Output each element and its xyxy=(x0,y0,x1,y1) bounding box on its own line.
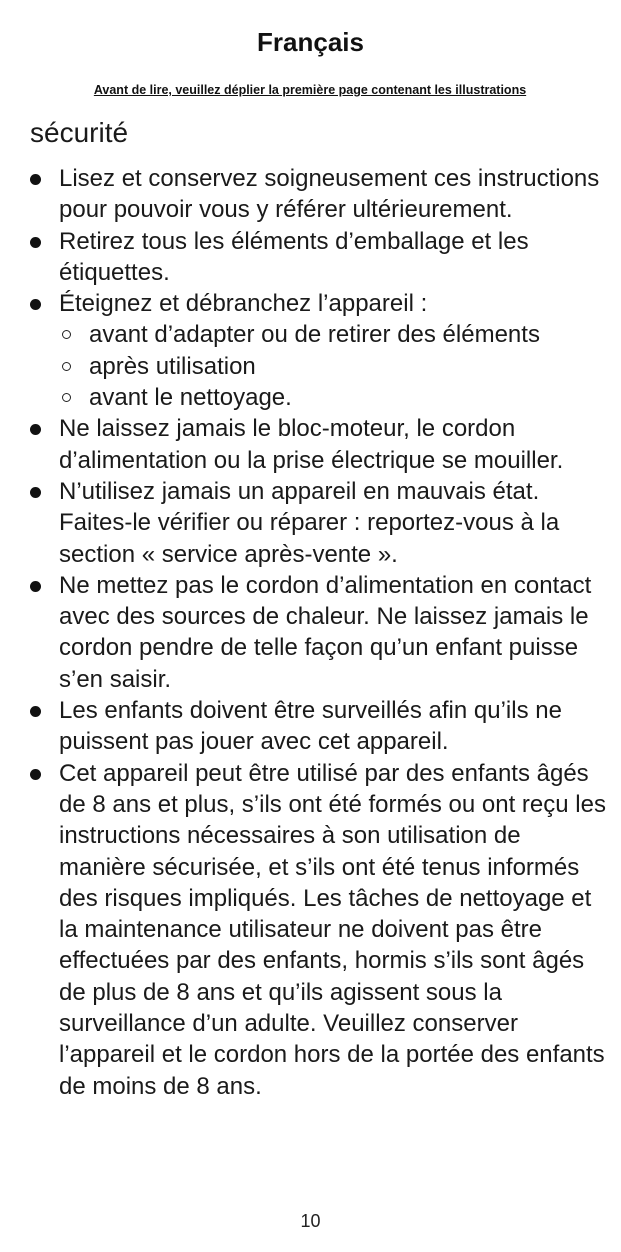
list-item-text: Ne mettez pas le cordon d’alimentation en contact avec des sources de chaleur. Ne laissez jamais le cordon pendre de telle façon qu’un enfant puisse s’en saisir. xyxy=(59,571,592,693)
list-item xyxy=(0,163,621,226)
list-item xyxy=(0,413,621,476)
safety-list xyxy=(0,163,621,1102)
list-item-text: Les enfants doivent être surveillés afin qu’ils ne puissent pas jouer avec cet appareil. xyxy=(59,697,562,756)
list-item-text: Cet appareil peut être utilisé par des enfants âgés de 8 ans et plus, s’ils ont été formés ou ont reçu les instructions nécessaires à son utilisation de manière sécurisée, et s’ils ont été tenus informés des risques impliqués. Les tâches de nettoyage et la maintenance utilisateur ne doivent pas être effectuées par des enfants, hormis s’ils sont âgés de plus de 8 ans et qu’ils agissent sous la surveillance d’un adulte. Veuillez conserver l’appareil et le cordon hors de la portée des enfants de moins de 8 ans. xyxy=(59,759,606,1100)
list-item-text: Ne laissez jamais le bloc-moteur, le cordon d’alimentation ou la prise électrique se mouiller. xyxy=(59,415,564,474)
list-item-text: Lisez et conservez soigneusement ces instructions pour pouvoir vous y référer ultérieurement. xyxy=(59,165,600,224)
list-item xyxy=(0,695,621,758)
sub-list-item-text: après utilisation xyxy=(89,352,256,380)
sub-list-item xyxy=(30,382,607,413)
section-title: sécurité xyxy=(30,117,129,148)
list-item xyxy=(0,226,621,289)
sub-list-item-text: avant le nettoyage. xyxy=(89,384,292,412)
sub-list xyxy=(59,319,607,413)
list-item-text: Retirez tous les éléments d’emballage et les étiquettes. xyxy=(59,227,529,286)
bullet-icon xyxy=(30,487,41,498)
hollow-bullet-icon xyxy=(62,330,71,339)
sub-list-item xyxy=(30,351,607,382)
sub-list-item xyxy=(30,319,607,350)
sub-list-item-text: avant d’adapter ou de retirer des éléments xyxy=(89,321,540,349)
bullet-icon xyxy=(30,299,41,310)
list-item-text: N’utilisez jamais un appareil en mauvais état. Faites-le vérifier ou réparer : reportez-vous à la section « service après-vente ». xyxy=(59,477,560,568)
bullet-icon xyxy=(30,174,41,185)
list-item xyxy=(0,288,621,413)
list-item xyxy=(0,476,621,570)
bullet-icon xyxy=(30,769,41,780)
list-item xyxy=(0,570,621,695)
hollow-bullet-icon xyxy=(62,362,71,371)
unfold-notice: Avant de lire, veuillez déplier la première page contenant les illustrations xyxy=(93,83,527,97)
bullet-icon xyxy=(30,706,41,717)
bullet-icon xyxy=(30,424,41,435)
language-title: Français xyxy=(257,27,364,57)
bullet-icon xyxy=(30,237,41,248)
bullet-icon xyxy=(30,581,41,592)
hollow-bullet-icon xyxy=(62,393,71,402)
list-item-text: Éteignez et débranchez l’appareil : xyxy=(59,290,428,318)
list-item xyxy=(0,758,621,1102)
page-number: 10 xyxy=(300,1211,321,1231)
